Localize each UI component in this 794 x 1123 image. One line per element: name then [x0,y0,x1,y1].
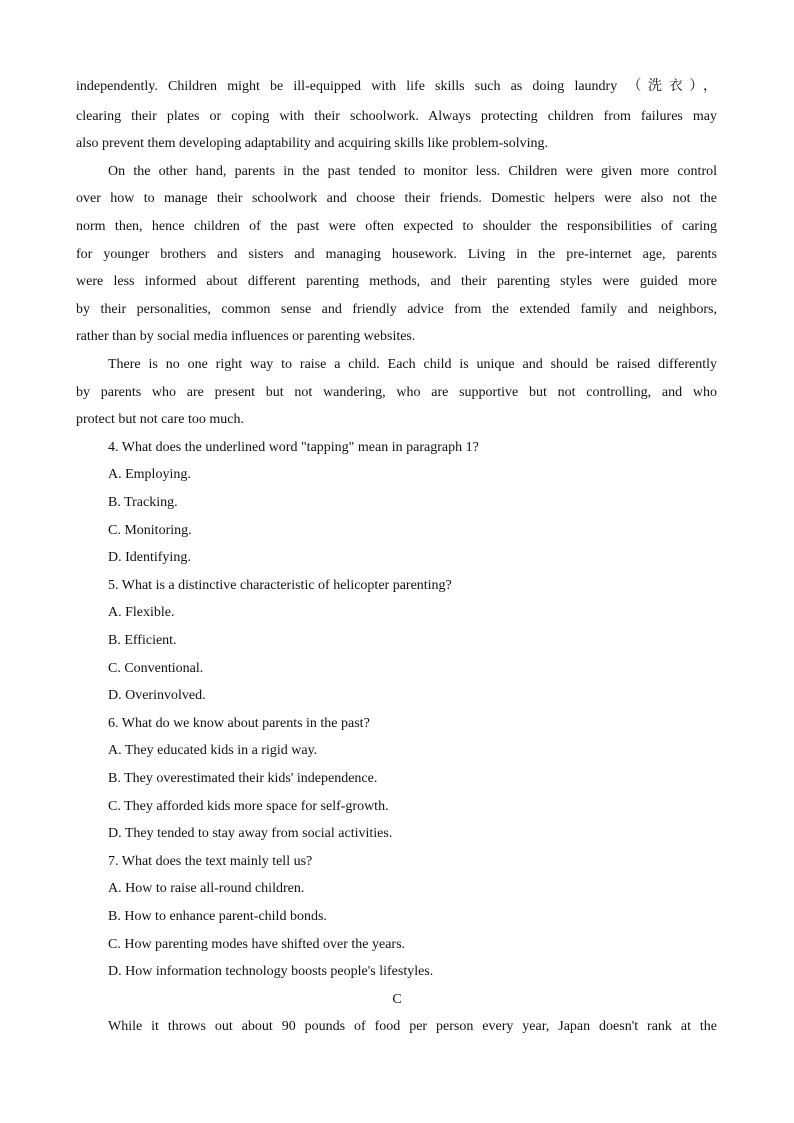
question-stem: 5. What is a distinctive characteristic of helicopter parenting? [108,578,452,593]
text-line: While it throws out about 90 pounds of food per person every year, Japan doesn't rank at the [108,1019,717,1034]
answer-option: A. Employing. [108,467,191,482]
answer-option: D. How information technology boosts people's lifestyles. [108,964,434,979]
text-line: by their personalities, common sense and friendly advice from the extended family and neighbors, [76,302,717,317]
answer-option: B. How to enhance parent-child bonds. [108,909,327,924]
answer-option: B. Tracking. [108,495,178,510]
question-stem: 4. What does the underlined word "tapping" mean in paragraph 1? [108,440,479,455]
answer-option: C. They afforded kids more space for self-growth. [108,799,389,814]
text-line: rather than by social media influences or parenting websites. [76,329,416,344]
text-line: were less informed about different parenting methods, and their parenting styles were guided more [76,274,717,289]
text-line: by parents who are present but not wandering, who are supportive but not controlling, and who [76,385,717,400]
answer-option: D. Identifying. [108,550,191,565]
question-stem: 7. What does the text mainly tell us? [108,854,313,869]
answer-option: A. They educated kids in a rigid way. [108,743,318,758]
text-line: norm then, hence children of the past were often expected to shoulder the responsibilities of caring [76,219,717,234]
answer-option: C. Monitoring. [108,523,192,538]
answer-option: C. Conventional. [108,661,204,676]
text-line: protect but not care too much. [76,412,244,427]
answer-option: B. They overestimated their kids' independence. [108,771,378,786]
text-line: clearing their plates or coping with their schoolwork. Always protecting children from failures may [76,109,717,124]
text-line: over how to manage their schoolwork and choose their friends. Domestic helpers were also not the [76,191,717,206]
text-line: independently. Children might be ill-equipped with life skills such as doing laundry （洗衣）， [76,79,717,94]
text-line: On the other hand, parents in the past tended to monitor less. Children were given more control [108,164,717,179]
answer-option: A. How to raise all-round children. [108,881,305,896]
answer-option: C. How parenting modes have shifted over the years. [108,937,406,952]
answer-option: D. They tended to stay away from social activities. [108,826,393,841]
text-line: also prevent them developing adaptability and acquiring skills like problem-solving. [76,136,549,151]
answer-option: A. Flexible. [108,605,175,620]
question-stem: 6. What do we know about parents in the past? [108,716,370,731]
answer-option: B. Efficient. [108,633,177,648]
text-line: for younger brothers and sisters and managing housework. Living in the pre-internet age, parents [76,247,717,262]
answer-option: D. Overinvolved. [108,688,206,703]
section-heading: C [392,992,402,1007]
text-line: There is no one right way to raise a child. Each child is unique and should be raised differently [108,357,717,372]
